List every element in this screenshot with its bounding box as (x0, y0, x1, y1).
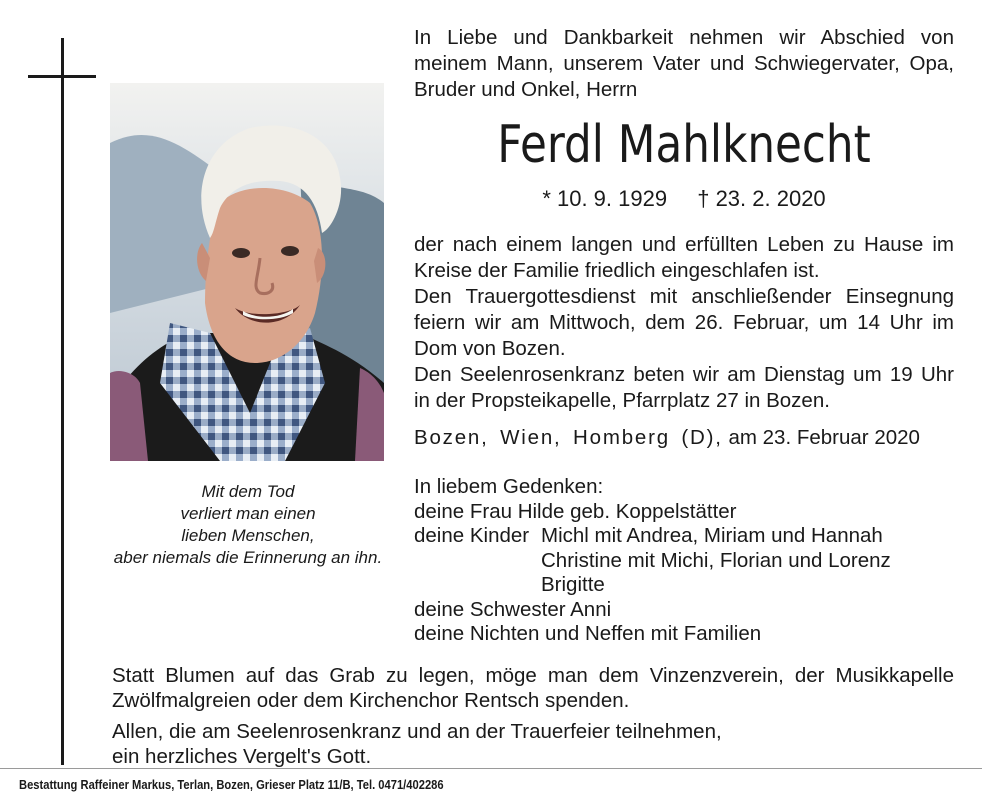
closing-line: Allen, die am Seelenrosenkranz und an der Trauerfeier teilnehmen, (112, 720, 722, 743)
portrait-photo (110, 83, 384, 461)
cross-icon-vertical (61, 38, 64, 765)
announcement-text (414, 232, 954, 414)
intro-line: Bruder und Onkel, Herrn (414, 78, 638, 101)
death-date: † 23. 2. 2020 (697, 186, 826, 211)
life-dates (414, 184, 954, 214)
undertaker-info: Bestattung Raffeiner Markus, Terlan, Bozen, Grieser Platz 11/B, Tel. 0471/402286 (19, 777, 444, 792)
mourner-kids-label: deine Kinder (414, 524, 530, 547)
place-date: am 23. Februar 2020 (728, 426, 920, 449)
body-line: feiern wir am Mittwoch, dem 26. Februar, um 14 Uhr im (414, 311, 954, 334)
body-line: Den Trauergottesdienst mit anschließender Einsegnung (414, 285, 954, 308)
mourner-kid: Michl mit Andrea, Miriam und Hannah (541, 524, 883, 547)
body-line: in der Propsteikapelle, Pfarrplatz 27 in Bozen. (414, 389, 830, 412)
place-and-date (414, 425, 954, 451)
closing-line: Statt Blumen auf das Grab zu legen, möge man dem Vinzenzverein, der Musikkapelle (112, 664, 954, 687)
closing-line: Zwölfmalgreien oder dem Kirchenchor Rentsch spenden. (112, 689, 630, 712)
intro-text (414, 25, 954, 103)
birth-date: * 10. 9. 1929 (542, 186, 668, 211)
intro-line: meinem Mann, unserem Vater und Schwiegervater, Opa, (414, 52, 954, 75)
quote-line: lieben Menschen, (181, 526, 315, 545)
body-line: Dom von Bozen. (414, 337, 566, 360)
quote-line: aber niemals die Erinnerung an ihn. (113, 548, 383, 567)
mourners-heading: In liebem Gedenken: (414, 475, 604, 498)
place-cities: Bozen, Wien, Homberg (D), (414, 426, 723, 449)
mourner-sister: deine Schwester Anni (414, 597, 612, 621)
mourners-list (414, 475, 954, 647)
undertaker-footer (0, 768, 982, 808)
mourner-kid: Christine mit Michi, Florian und Lorenz (541, 548, 891, 572)
mourner-kid: Brigitte (541, 573, 605, 596)
quote-line: Mit dem Tod (201, 482, 295, 501)
closing-text (112, 663, 954, 769)
intro-line: In Liebe und Dankbarkeit nehmen wir Abschied von (414, 26, 954, 49)
closing-line: ein herzliches Vergelt's Gott. (112, 745, 372, 768)
mourner-kids-row (414, 524, 954, 549)
portrait-illustration (110, 83, 384, 461)
deceased-name: Ferdl Mahlknecht (497, 115, 871, 175)
body-line: Den Seelenrosenkranz beten wir am Dienstag um 19 Uhr (414, 363, 954, 386)
body-line: Kreise der Familie friedlich eingeschlafen ist. (414, 259, 820, 282)
mourner-wife: deine Frau Hilde geb. Koppelstätter (414, 499, 737, 523)
mourner-nieces: deine Nichten und Neffen mit Familien (414, 622, 762, 645)
body-line: der nach einem langen und erfüllten Leben zu Hause im (414, 233, 954, 256)
memorial-quote (100, 481, 396, 569)
cross-icon-horizontal (28, 75, 96, 78)
quote-line: verliert man einen (180, 504, 316, 523)
